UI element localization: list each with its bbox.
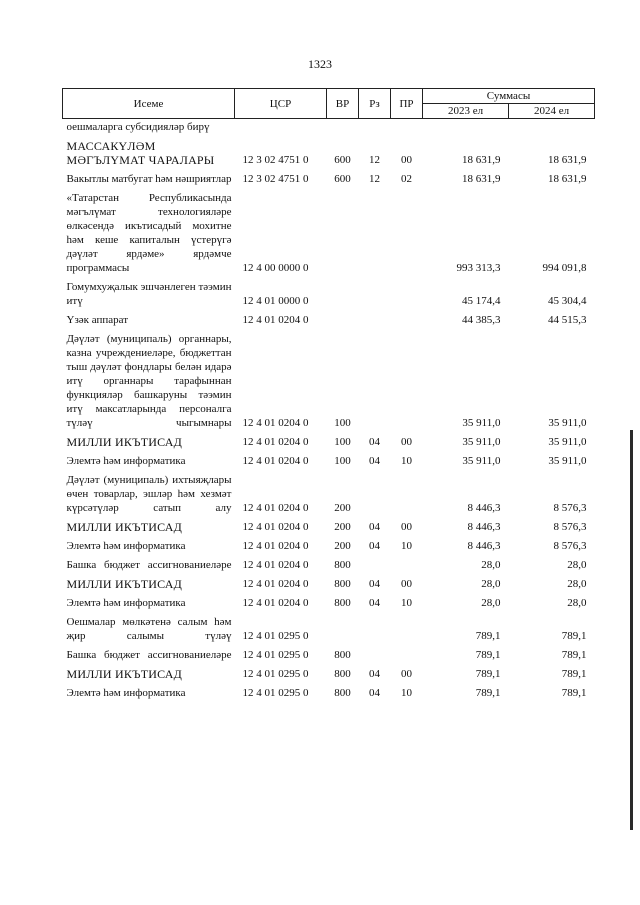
row-csr: 12 4 01 0204 0 bbox=[242, 455, 309, 467]
row-rz bbox=[359, 310, 391, 329]
row-vr: 600 bbox=[334, 154, 351, 166]
row-pr: 10 bbox=[401, 455, 412, 467]
row-name: Элемтә һәм информатика bbox=[66, 540, 186, 552]
row-rz: 04 bbox=[369, 578, 380, 590]
header-year-2024: 2024 ел bbox=[509, 104, 595, 119]
row-pr: 00 bbox=[401, 521, 412, 533]
row-sum-2023: 8 446,3 bbox=[467, 521, 501, 533]
row-vr: 800 bbox=[334, 668, 351, 680]
row-name: Элемтә һәм информатика bbox=[66, 597, 186, 609]
row-pr bbox=[391, 645, 423, 664]
row-vr: 200 bbox=[334, 521, 351, 533]
row-vr: 800 bbox=[334, 578, 351, 590]
row-sum-2023: 789,1 bbox=[475, 649, 501, 661]
header-pr: ПР bbox=[391, 89, 423, 119]
row-pr bbox=[391, 277, 423, 310]
row-sum-2023: 993 313,3 bbox=[456, 262, 501, 274]
table-row bbox=[63, 612, 595, 645]
table-row bbox=[63, 277, 595, 310]
header-year-2023: 2023 ел bbox=[423, 104, 509, 119]
row-pr: 02 bbox=[401, 173, 412, 185]
row-vr: 800 bbox=[334, 687, 351, 699]
page-number: 1323 bbox=[308, 57, 332, 71]
row-sum-2024: 28,0 bbox=[567, 559, 587, 571]
row-name: МИЛЛИ ИКЪТИСАД bbox=[66, 520, 182, 534]
header-row bbox=[63, 89, 595, 104]
row-csr: 12 4 01 0204 0 bbox=[242, 502, 309, 514]
row-name: Элемтә һәм информатика bbox=[66, 687, 186, 699]
row-sum-2024: 994 091,8 bbox=[542, 262, 587, 274]
row-pr bbox=[391, 555, 423, 574]
row-sum-2024: 789,1 bbox=[561, 630, 587, 642]
row-sum-2023: 28,0 bbox=[481, 597, 501, 609]
row-pr bbox=[391, 470, 423, 517]
row-pr bbox=[391, 329, 423, 432]
header-rz: Рз bbox=[359, 89, 391, 119]
row-rz bbox=[359, 188, 391, 277]
budget-table bbox=[62, 88, 595, 702]
row-pr bbox=[391, 188, 423, 277]
row-sum-2023: 789,1 bbox=[475, 630, 501, 642]
table-row bbox=[63, 329, 595, 432]
table-row bbox=[63, 517, 595, 536]
row-sum-2023: 18 631,9 bbox=[462, 154, 501, 166]
header-sums: Суммасы bbox=[423, 89, 595, 104]
row-sum-2023: 35 911,0 bbox=[462, 417, 501, 429]
row-name: МАССАКҮЛӘМ МӘГЪЛҮМАТ ЧАРАЛАРЫ bbox=[66, 139, 215, 167]
row-vr: 100 bbox=[334, 436, 351, 448]
row-rz: 04 bbox=[369, 687, 380, 699]
row-pr: 10 bbox=[401, 597, 412, 609]
header-vr: ВР bbox=[327, 89, 359, 119]
row-csr: 12 4 01 0204 0 bbox=[242, 314, 309, 326]
row-rz: 04 bbox=[369, 436, 380, 448]
row-sum-2024: 8 576,3 bbox=[553, 502, 587, 514]
row-csr: 12 4 01 0204 0 bbox=[242, 597, 309, 609]
row-vr: 100 bbox=[334, 455, 351, 467]
table-row bbox=[63, 645, 595, 664]
row-rz: 12 bbox=[369, 154, 380, 166]
row-name: Гомумхуҗалык эшчәнлеген тәэмин итү bbox=[66, 281, 232, 307]
row-sum-2023: 18 631,9 bbox=[462, 173, 501, 185]
row-vr: 200 bbox=[334, 540, 351, 552]
row-sum-2024: 8 576,3 bbox=[553, 521, 587, 533]
table-row bbox=[63, 119, 595, 137]
row-vr: 600 bbox=[334, 173, 351, 185]
row-vr: 800 bbox=[334, 597, 351, 609]
table-row bbox=[63, 555, 595, 574]
row-csr: 12 4 01 0204 0 bbox=[242, 578, 309, 590]
row-csr: 12 4 01 0204 0 bbox=[242, 521, 309, 533]
row-sum-2023: 789,1 bbox=[475, 668, 501, 680]
row-sum-2024: 45 304,4 bbox=[548, 295, 587, 307]
row-sum-2024: 789,1 bbox=[561, 687, 587, 699]
row-name: Дәүләт (муниципаль) органнары, казна учреждениеләре, бюджеттан тыш дәүләт фондлары белән идарә итү органнары тарафыннан функцияләр башкаруны тәэмин итү максатларында персоналга түләү чыгымнары bbox=[66, 333, 232, 429]
row-sum-2023: 8 446,3 bbox=[467, 502, 501, 514]
row-sum-2024: 18 631,9 bbox=[548, 173, 587, 185]
row-pr: 00 bbox=[401, 578, 412, 590]
row-csr: 12 4 01 0295 0 bbox=[242, 668, 309, 680]
row-rz: 04 bbox=[369, 540, 380, 552]
row-csr bbox=[235, 119, 327, 137]
row-pr: 00 bbox=[401, 154, 412, 166]
row-rz bbox=[359, 119, 391, 137]
row-vr: 800 bbox=[334, 649, 351, 661]
row-name: Элемтә һәм информатика bbox=[66, 455, 186, 467]
row-csr: 12 4 01 0000 0 bbox=[242, 295, 309, 307]
row-rz bbox=[359, 645, 391, 664]
row-rz: 04 bbox=[369, 455, 380, 467]
row-sum-2024: 28,0 bbox=[567, 578, 587, 590]
row-rz: 04 bbox=[369, 668, 380, 680]
row-sum-2023: 35 911,0 bbox=[462, 455, 501, 467]
table-row bbox=[63, 664, 595, 683]
row-sum-2023: 44 385,3 bbox=[462, 314, 501, 326]
row-sum-2024: 789,1 bbox=[561, 668, 587, 680]
header-name: Исеме bbox=[63, 89, 235, 119]
row-name: Вакытлы матбугат һәм нәшриятлар bbox=[66, 173, 232, 185]
row-rz: 04 bbox=[369, 597, 380, 609]
row-sum-2024: 18 631,9 bbox=[548, 154, 587, 166]
row-csr: 12 4 00 0000 0 bbox=[242, 262, 309, 274]
row-rz bbox=[359, 277, 391, 310]
row-name: МИЛЛИ ИКЪТИСАД bbox=[66, 435, 182, 449]
row-sum-2023: 35 911,0 bbox=[462, 436, 501, 448]
row-pr: 00 bbox=[401, 436, 412, 448]
row-sum-2024: 8 576,3 bbox=[553, 540, 587, 552]
row-csr: 12 4 01 0295 0 bbox=[242, 649, 309, 661]
row-rz: 12 bbox=[369, 173, 380, 185]
row-sum-2023: 28,0 bbox=[481, 559, 501, 571]
row-sum-2024: 35 911,0 bbox=[548, 417, 587, 429]
row-name: МИЛЛИ ИКЪТИСАД bbox=[66, 577, 182, 591]
row-name: Оешмалар мөлкәтенә салым һәм җир салымы түләү bbox=[66, 616, 232, 642]
row-sum-2023: 45 174,4 bbox=[462, 295, 501, 307]
row-csr: 12 4 01 0204 0 bbox=[242, 540, 309, 552]
row-pr bbox=[391, 119, 423, 137]
row-vr bbox=[327, 612, 359, 645]
row-name: Башка бюджет ассигнованиеләре bbox=[66, 649, 232, 661]
row-name: МИЛЛИ ИКЪТИСАД bbox=[66, 667, 182, 681]
table-row bbox=[63, 536, 595, 555]
row-rz bbox=[359, 470, 391, 517]
row-rz bbox=[359, 612, 391, 645]
row-csr: 12 4 01 0295 0 bbox=[242, 687, 309, 699]
table-row bbox=[63, 188, 595, 277]
row-pr bbox=[391, 310, 423, 329]
row-csr: 12 4 01 0295 0 bbox=[242, 630, 309, 642]
table-row bbox=[63, 593, 595, 612]
row-csr: 12 4 01 0204 0 bbox=[242, 436, 309, 448]
row-vr: 800 bbox=[334, 559, 351, 571]
row-sum-2024: 789,1 bbox=[561, 649, 587, 661]
row-name: оешмаларга субсидияләр бирү bbox=[66, 121, 210, 133]
table-row bbox=[63, 451, 595, 470]
row-rz bbox=[359, 329, 391, 432]
row-sum-2023: 28,0 bbox=[481, 578, 501, 590]
row-csr: 12 3 02 4751 0 bbox=[242, 154, 309, 166]
row-pr: 00 bbox=[401, 668, 412, 680]
row-pr: 10 bbox=[401, 540, 412, 552]
row-name: «Татарстан Республикасында мәгълүмат технологияләре өлкәсендә икътисадый мохитне һәм кеше капиталын үстерүгә дәүләт ярдәме» ярдәмче программасы bbox=[66, 192, 232, 274]
row-csr: 12 4 01 0204 0 bbox=[242, 417, 309, 429]
table-row bbox=[63, 432, 595, 451]
row-sum-2024 bbox=[509, 119, 595, 137]
row-sum-2024: 35 911,0 bbox=[548, 436, 587, 448]
row-rz bbox=[359, 555, 391, 574]
header-csr: ЦСР bbox=[235, 89, 327, 119]
row-sum-2024: 35 911,0 bbox=[548, 455, 587, 467]
table-row bbox=[63, 136, 595, 169]
row-name: Дәүләт (муниципаль) ихтыяҗлары өчен товарлар, эшләр һәм хезмәт күрсәтүләр сатып алу bbox=[66, 474, 232, 514]
row-csr: 12 4 01 0204 0 bbox=[242, 559, 309, 571]
row-sum-2024: 44 515,3 bbox=[548, 314, 587, 326]
row-vr bbox=[327, 119, 359, 137]
row-rz: 04 bbox=[369, 521, 380, 533]
row-csr: 12 3 02 4751 0 bbox=[242, 173, 309, 185]
row-sum-2023 bbox=[423, 119, 509, 137]
row-sum-2023: 8 446,3 bbox=[467, 540, 501, 552]
table-row bbox=[63, 310, 595, 329]
table-row bbox=[63, 574, 595, 593]
row-vr bbox=[327, 188, 359, 277]
row-pr: 10 bbox=[401, 687, 412, 699]
row-pr bbox=[391, 612, 423, 645]
row-name: Үзәк аппарат bbox=[66, 314, 129, 326]
table-row bbox=[63, 470, 595, 517]
row-vr: 100 bbox=[334, 417, 351, 429]
row-sum-2023: 789,1 bbox=[475, 687, 501, 699]
row-vr bbox=[327, 310, 359, 329]
table-row bbox=[63, 683, 595, 702]
row-vr: 200 bbox=[334, 502, 351, 514]
row-vr bbox=[327, 277, 359, 310]
row-name: Башка бюджет ассигнованиеләре bbox=[66, 559, 232, 571]
table-row bbox=[63, 169, 595, 188]
row-sum-2024: 28,0 bbox=[567, 597, 587, 609]
scan-edge-shadow bbox=[630, 430, 633, 830]
